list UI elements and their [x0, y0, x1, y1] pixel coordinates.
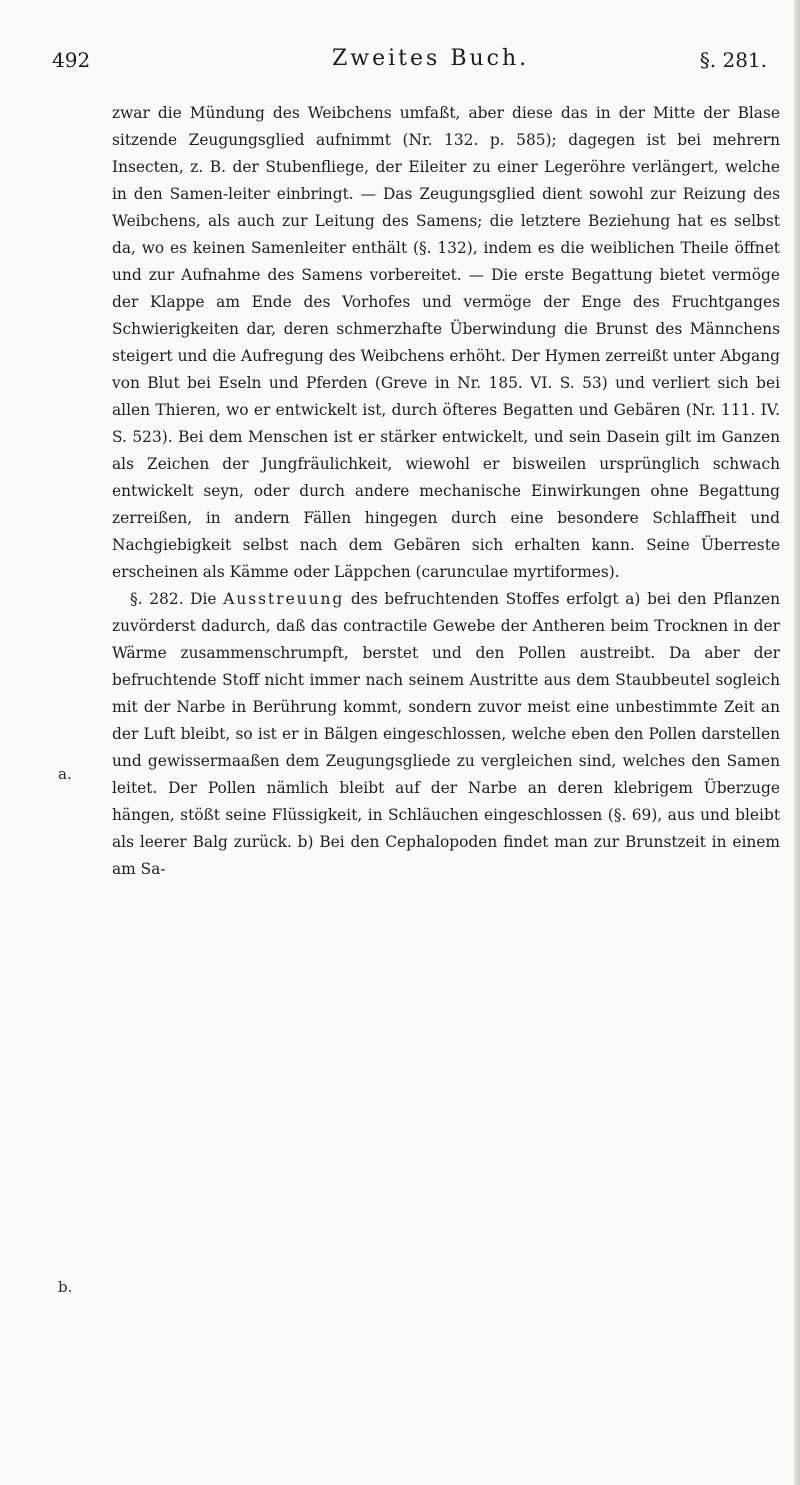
margin-mark-b: b.	[58, 1278, 73, 1296]
paragraph-hymen: zwar die Mündung des Weibchens umfaßt, aber diese das in der Mitte der Blase sitzende Zeugungsglied aufnimmt (Nr. 132. p. 585); dagegen ist bei mehrern Insecten, z. B. der Stubenfliege, der Eileiter zu einer Legeröhre verlängert, welche in den Samen-leiter einbringt. — Das Zeugungsglied dient sowohl zur Reizung des Weibchens, als auch zur Leitung des Samens; die letztere Beziehung hat es selbst da, wo es keinen Samenleiter enthält (§. 132), indem es die weiblichen Theile öffnet und zur Aufnahme des Samens vorbereitet. — Die erste Begattung bietet vermöge der Klappe am Ende des Vorhofes und vermöge der Enge des Fruchtganges Schwierigkeiten dar, deren schmerzhafte Überwindung die Brunst des Männchens steigert und die Aufregung des Weibchens erhöht. Der Hymen zerreißt unter Abgang von Blut bei Eseln und Pferden (Greve in Nr. 185. VI. S. 53) und verliert sich bei allen Thieren, wo er entwickelt ist, durch öfteres Begatten und Gebären (Nr. 111. IV. S. 523). Bei dem Menschen ist er stärker entwickelt, und sein Dasein gilt im Ganzen als Zeichen der Jungfräulichkeit, wiewohl er bisweilen ursprünglich schwach entwickelt seyn, oder durch andere mechanische Einwirkungen ohne Begattung zerreißen, in andern Fällen hingegen durch eine besondere Schlaffheit und Nachgiebigkeit selbst nach dem Gebären sich erhalten kann. Seine Überreste erscheinen als Kämme oder Läppchen (carunculae myrtiformes).	[112, 104, 780, 581]
section-number: §. 281.	[699, 48, 767, 72]
page-header	[52, 42, 767, 78]
running-title: Zweites Buch.	[332, 46, 530, 71]
page-number: 492	[52, 48, 91, 72]
section-282-text: des befruchtenden Stoffes erfolgt a) bei den Pflanzen zuvörderst dadurch, daß das contractile Gewebe der Antheren beim Trocknen in der Wärme zusammenschrumpft, berstet und den Pollen austreibt. Da aber der befruchtende Stoff nicht immer nach seinem Austritte aus dem Staubbeutel sogleich mit der Narbe in Berührung kommt, sondern zuvor meist eine unbestimmte Zeit an der Luft bleibt, so ist er in Bälgen eingeschlossen, welche eben den Pollen darstellen und gewissermaaßen dem Zeugungsgliede zu vergleichen sind, welches den Samen leitet. Der Pollen nämlich bleibt auf der Narbe an deren klebrigem Überzuge hängen, stößt seine Flüssigkeit, in Schläuchen eingeschlossen (§. 69), aus und bleibt als leerer Balg zurück. b) Bei den Cephalopoden findet man zur Brunstzeit in einem am Sa-	[112, 590, 780, 878]
body-text	[112, 100, 780, 883]
page-edge-shadow	[794, 0, 800, 1485]
section-282-lead: §. 282. Die	[130, 590, 224, 608]
paragraph-section-282	[112, 586, 780, 883]
margin-mark-a: a.	[58, 765, 72, 783]
section-282-keyword: Ausstreuung	[223, 590, 345, 608]
